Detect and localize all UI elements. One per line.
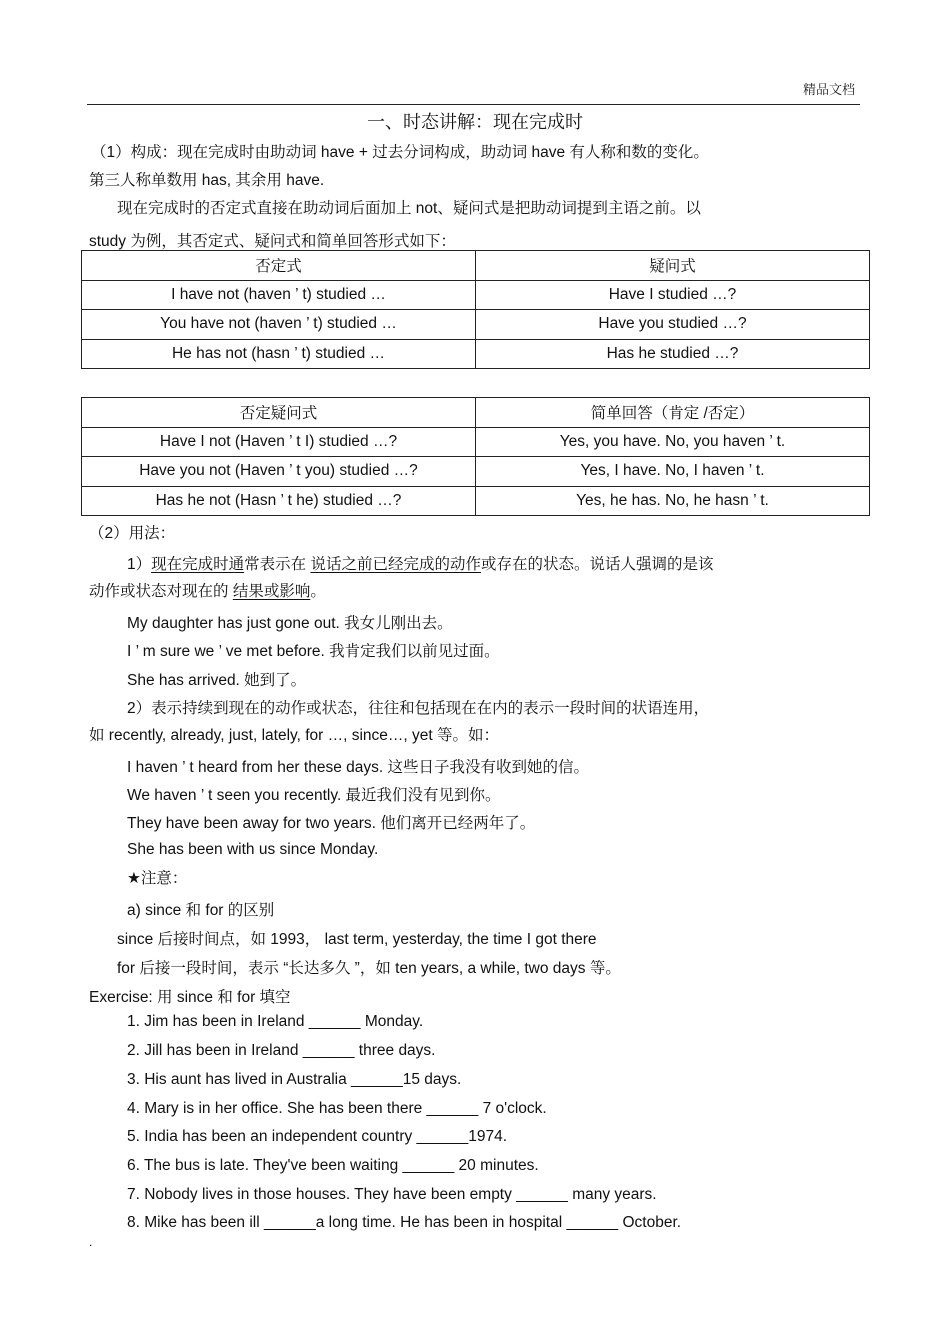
- table-cell: He has not (hasn ’ t) studied …: [82, 339, 476, 369]
- table-row: [82, 457, 870, 487]
- example-sentence: She has arrived. 她到了。: [127, 672, 307, 689]
- usage-rule-1-line-2: [89, 579, 326, 601]
- underlined-text: 说话之前已经完成的动作: [310, 556, 481, 573]
- note-item-a: a) since 和 for 的区别: [127, 902, 275, 919]
- table-cell: Yes, I have. No, I haven ’ t.: [476, 457, 870, 487]
- structure-line-4: study 为例，其否定式、疑问式和简单回答形式如下：: [89, 233, 456, 250]
- plain-text: 。: [310, 583, 326, 600]
- note-heading: ★注意：: [127, 870, 188, 887]
- example-sentence: I ’ m sure we ’ ve met before. 我肯定我们以前见过面。: [127, 643, 500, 660]
- table-row: [82, 339, 870, 369]
- table-row: [82, 280, 870, 310]
- table-cell: Yes, he has. No, he hasn ’ t.: [476, 486, 870, 516]
- table-header-row: [82, 398, 870, 428]
- example-sentence: We haven ’ t seen you recently. 最近我们没有见到你。: [127, 787, 501, 804]
- exercise-item: 3. His aunt has lived in Australia ______15 days.: [127, 1071, 462, 1088]
- example-sentence: My daughter has just gone out. 我女儿刚出去。: [127, 615, 453, 632]
- example-sentence: They have been away for two years. 他们离开已经两年了。: [127, 815, 536, 832]
- header-negative-question: 否定疑问式: [82, 398, 476, 428]
- usage-rule-2-line-2: 如 recently, already, just, lately, for …, since…, yet 等。如：: [89, 727, 500, 744]
- example-sentence: I haven ’ t heard from her these days. 这些日子我没有收到她的信。: [127, 759, 589, 776]
- underlined-text: 现在完成时通: [151, 556, 245, 573]
- table-row: [82, 486, 870, 516]
- table-cell: Have you not (Haven ’ t you) studied …?: [82, 457, 476, 487]
- exercise-heading: Exercise: 用 since 和 for 填空: [89, 989, 291, 1006]
- exercise-item: 4. Mary is in her office. She has been there ______ 7 o'clock.: [127, 1100, 547, 1117]
- exercise-item: 5. India has been an independent country ______1974.: [127, 1128, 508, 1145]
- negative-question-table: [81, 250, 870, 369]
- usage-rule-2: 2）表示持续到现在的动作或状态，往往和包括现在在内的表示一段时间的状语连用，: [127, 700, 710, 717]
- table-cell: Has he studied …?: [476, 339, 870, 369]
- table-cell: Yes, you have. No, you haven ’ t.: [476, 427, 870, 457]
- exercise-item: 6. The bus is late. They've been waiting ______ 20 minutes.: [127, 1157, 539, 1174]
- header-negative: 否定式: [82, 251, 476, 281]
- header-question: 疑问式: [476, 251, 870, 281]
- table-row: [82, 427, 870, 457]
- example-sentence: She has been with us since Monday.: [127, 841, 379, 858]
- watermark: 精品文档: [802, 82, 855, 97]
- table-row: [82, 310, 870, 340]
- plain-text: 常表示在: [244, 556, 311, 573]
- rule-number: 1）: [127, 556, 152, 573]
- structure-line-1: （1）构成：现在完成时由助动词 have + 过去分词构成，助动词 have 有人称和数的变化。: [91, 144, 709, 161]
- for-explanation: for 后接一段时间，表示 “长达多久 ”，如 ten years, a while, two days 等。: [117, 960, 621, 977]
- footer-dot: .: [89, 1235, 93, 1249]
- table-cell: You have not (haven ’ t) studied …: [82, 310, 476, 340]
- underlined-text: 结果或影响: [232, 583, 311, 600]
- exercise-item: 1. Jim has been in Ireland ______ Monday.: [127, 1013, 424, 1030]
- plain-text: 或存在的状态。说话人强调的是该: [480, 556, 714, 573]
- table-cell: Have I not (Haven ’ t I) studied …?: [82, 427, 476, 457]
- negative-question-answer-table: [81, 397, 870, 516]
- table-cell: Have I studied …?: [476, 280, 870, 310]
- since-explanation: since 后接时间点，如 1993， last term, yesterday, the time I got there: [117, 931, 597, 948]
- usage-heading: （2）用法：: [89, 525, 176, 542]
- exercise-item: 2. Jill has been in Ireland ______ three days.: [127, 1042, 436, 1059]
- exercise-item: 8. Mike has been ill ______a long time. He has been in hospital ______ October.: [127, 1214, 682, 1231]
- table-header-row: [82, 251, 870, 281]
- header-rule: [87, 104, 860, 105]
- table-cell: Has he not (Hasn ’ t he) studied …?: [82, 486, 476, 516]
- table-cell: I have not (haven ’ t) studied …: [82, 280, 476, 310]
- table-cell: Have you studied …?: [476, 310, 870, 340]
- header-short-answer: 简单回答（肯定 /否定）: [476, 398, 870, 428]
- structure-line-3: 现在完成时的否定式直接在助动词后面加上 not、疑问式是把助动词提到主语之前。以: [117, 200, 701, 217]
- usage-rule-1: [127, 552, 713, 574]
- page-title: 一、时态讲解：现在完成时: [367, 112, 583, 132]
- plain-text: 动作或状态对现在的: [89, 583, 233, 600]
- exercise-item: 7. Nobody lives in those houses. They have been empty ______ many years.: [127, 1186, 657, 1203]
- structure-line-2: 第三人称单数用 has, 其余用 have.: [89, 172, 325, 189]
